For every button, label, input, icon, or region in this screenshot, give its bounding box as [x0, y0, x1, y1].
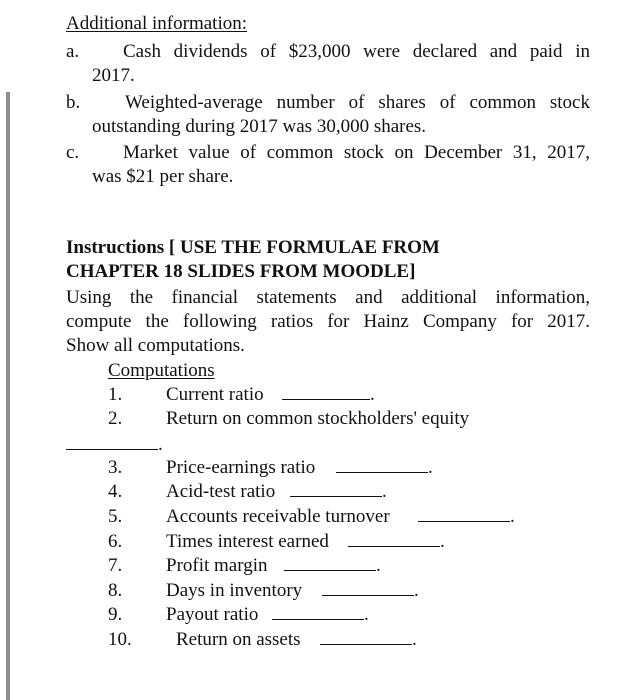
answer-blank[interactable]	[66, 435, 158, 450]
item-label: Return on common stockholders' equity	[166, 408, 470, 429]
item-terminator: .	[414, 580, 419, 601]
item-a-letter: a.	[66, 41, 80, 62]
answer-blank[interactable]	[290, 482, 382, 497]
item-number: 7.	[108, 555, 123, 576]
item-a-line1: Cash dividends of $23,000 were declared and paid in	[123, 41, 590, 62]
item-label: Return on assets	[176, 629, 301, 650]
item-2-answer-line	[66, 433, 186, 457]
additional-info-heading: Additional information:	[66, 13, 248, 34]
instructions-body-line1: Using the financial statements and additional information,	[66, 287, 590, 308]
answer-blank[interactable]	[320, 630, 412, 645]
item-a-line2: 2017.	[92, 65, 135, 86]
item-terminator: .	[382, 481, 387, 502]
item-c-letter: c.	[66, 142, 80, 163]
item-terminator: .	[428, 457, 433, 478]
item-number: 2.	[108, 408, 123, 429]
instructions-body-line2: compute the following ratios for Hainz Company for 2017.	[66, 311, 590, 332]
item-label: Accounts receivable turnover	[166, 506, 390, 527]
instructions-body-line3: Show all computations.	[66, 335, 245, 356]
answer-blank[interactable]	[282, 385, 370, 400]
item-number: 9.	[108, 604, 123, 625]
answer-blank[interactable]	[284, 556, 376, 571]
computations-heading: Computations	[108, 360, 215, 381]
item-label: Current ratio	[166, 384, 264, 405]
item-b-letter: b.	[66, 92, 81, 113]
item-label: Days in inventory	[166, 580, 303, 601]
instructions-heading-line1: Instructions [ USE THE FORMULAE FROM	[66, 237, 440, 258]
answer-blank[interactable]	[348, 532, 440, 547]
item-terminator: .	[440, 531, 445, 552]
item-label: Profit margin	[166, 555, 268, 576]
item-terminator: .	[370, 384, 375, 405]
instructions-heading-line2: CHAPTER 18 SLIDES FROM MOODLE]	[66, 261, 416, 282]
item-terminator: .	[364, 604, 369, 625]
item-label: Price-earnings ratio	[166, 457, 316, 478]
item-label: Times interest earned	[166, 531, 329, 552]
item-number: 6.	[108, 531, 123, 552]
item-b-line1: Weighted-average number of shares of common stock	[125, 92, 590, 113]
item-number: 5.	[108, 506, 123, 527]
answer-blank[interactable]	[336, 458, 428, 473]
item-number: 10.	[108, 629, 132, 650]
item-number: 1.	[108, 384, 123, 405]
item-terminator: .	[510, 506, 515, 527]
item-c-line2: was $21 per share.	[92, 166, 234, 187]
answer-blank[interactable]	[418, 507, 510, 522]
item-number: 4.	[108, 481, 123, 502]
item-number: 3.	[108, 457, 123, 478]
item-b-line2: outstanding during 2017 was 30,000 shares.	[92, 116, 427, 137]
left-margin-bar	[6, 92, 10, 700]
item-terminator: .	[376, 555, 381, 576]
item-terminator: .	[412, 629, 417, 650]
item-terminator: .	[158, 434, 163, 455]
item-c-line1: Market value of common stock on December 31, 2017,	[123, 142, 590, 163]
item-number: 8.	[108, 580, 123, 601]
answer-blank[interactable]	[272, 605, 364, 620]
answer-blank[interactable]	[322, 581, 414, 596]
item-label: Payout ratio	[166, 604, 259, 625]
item-label: Acid-test ratio	[166, 481, 276, 502]
